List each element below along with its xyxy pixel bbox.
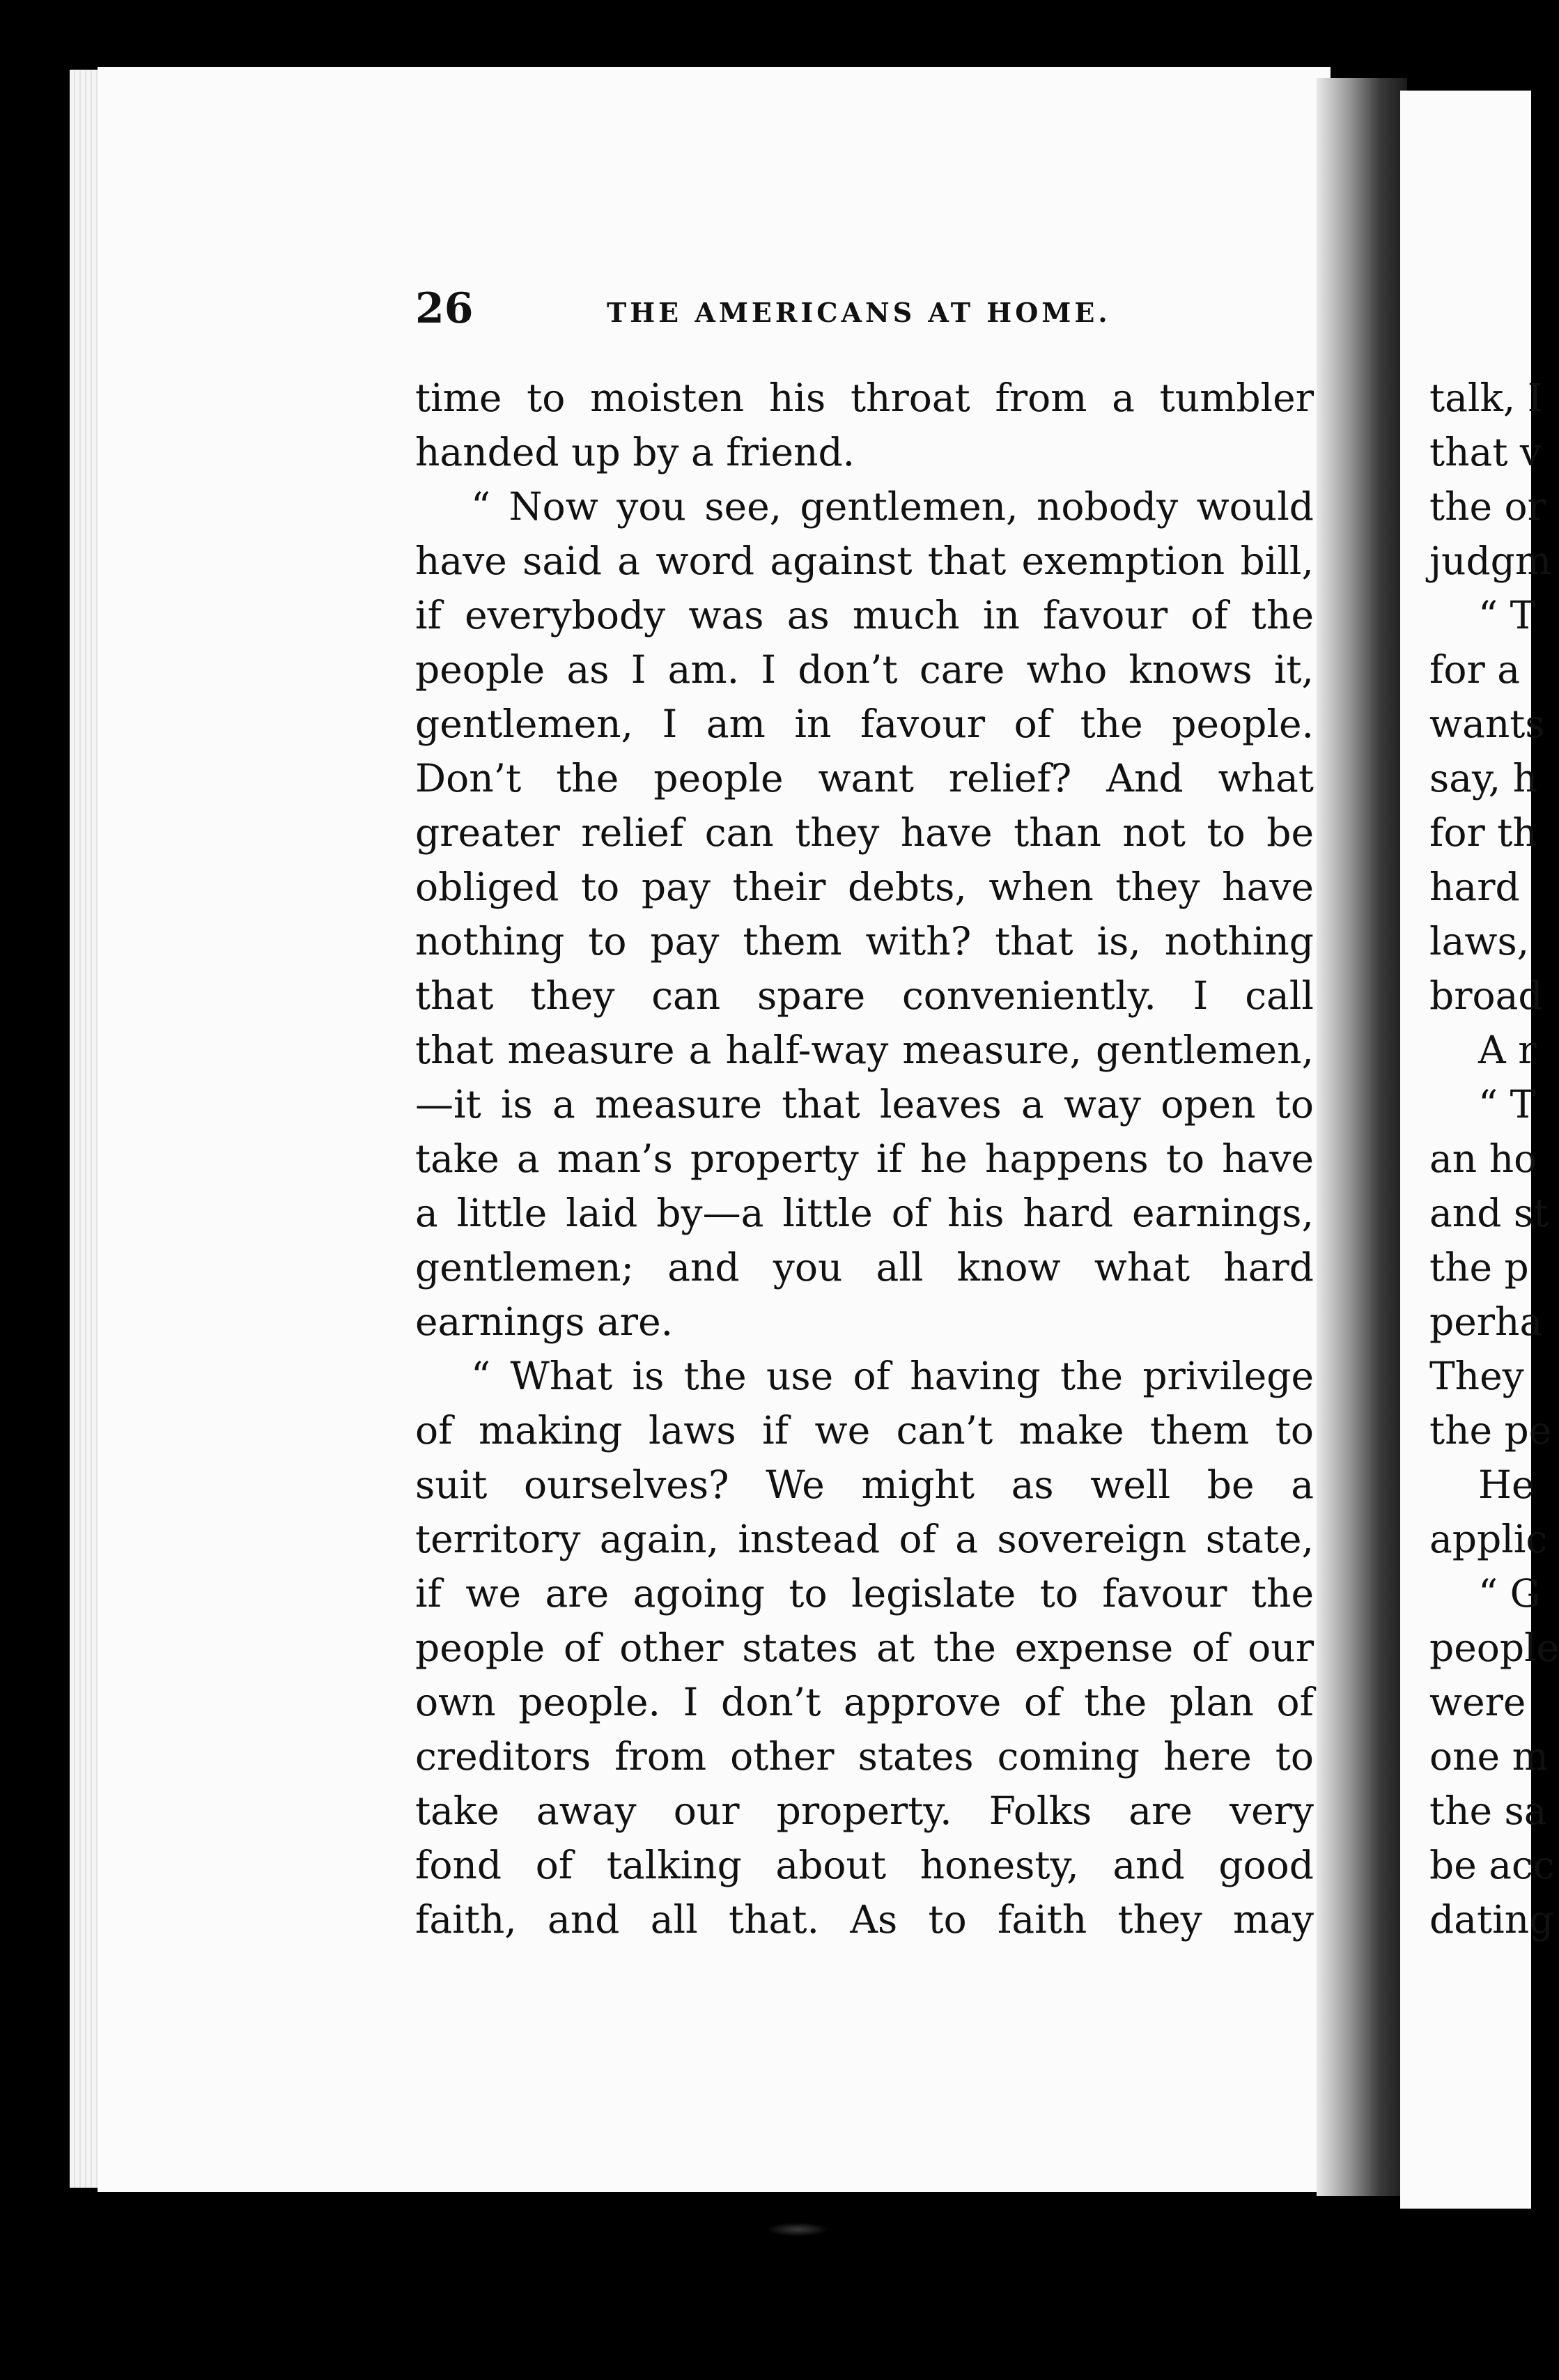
gutter-shadow [1317,78,1407,2196]
text-line: “ What is the use of having the privilege [471,1354,1314,1398]
text-line: have said a word against that exemption bill, [415,539,1314,583]
text-line: time to moisten his throat from a tumbler [415,376,1314,420]
facing-line: talk, I [1429,376,1543,420]
text-line: suit ourselves? We might as well be a [415,1462,1314,1507]
text-line: handed up by a friend. [415,430,855,474]
facing-line: A r [1478,1028,1537,1072]
facing-line: perha [1429,1299,1543,1344]
text-line: a little laid by—a little of his hard earnings, [415,1191,1314,1235]
facing-line: were [1429,1680,1526,1724]
facing-line: for th [1429,810,1537,855]
facing-line: wants [1429,702,1545,746]
text-line: take away our property. Folks are very [415,1788,1314,1833]
text-line: of making laws if we can’t make them to [415,1408,1314,1453]
text-line: gentlemen, I am in favour of the people. [415,702,1314,746]
facing-page [1400,91,1559,2209]
text-line: if we are agoing to legislate to favour the [415,1571,1314,1616]
facing-line: and st [1429,1191,1549,1235]
text-line: gentlemen; and you all know what hard [415,1245,1314,1290]
text-line: own people. I don’t approve of the plan of [415,1680,1314,1724]
facing-line: “ T [1478,593,1536,638]
text-line: —it is a measure that leaves a way open to [415,1082,1314,1127]
facing-line: the pe [1429,1408,1552,1453]
text-line: that they can spare conveniently. I call [415,973,1314,1018]
facing-line: judgm [1429,539,1552,583]
facing-line: applic [1429,1517,1548,1561]
facing-line: They [1429,1354,1524,1398]
facing-line: the p [1429,1245,1529,1290]
facing-line: laws, [1429,919,1530,964]
facing-line: that v [1429,430,1542,474]
page-smudge [766,2223,829,2236]
text-line: Don’t the people want relief? And what [415,756,1314,801]
facing-line: say, h [1429,756,1538,801]
page-number: 26 [415,284,474,333]
text-line: territory again, instead of a sovereign state, [415,1517,1314,1561]
facing-line: “ T [1478,1082,1536,1127]
facing-line: He [1478,1462,1535,1507]
text-line: that measure a half-way measure, gentlemen, [415,1028,1314,1072]
facing-line: hard [1429,865,1520,909]
facing-line: dating [1429,1897,1554,1942]
facing-line: the or [1429,484,1546,529]
facing-line: broad [1429,973,1543,1018]
facing-line: an ho [1429,1136,1537,1181]
text-line: people of other states at the expense of our [415,1625,1314,1670]
body-text [415,371,1314,1947]
text-line: faith, and all that. As to faith they may [415,1897,1314,1942]
facing-line: be acc [1429,1843,1555,1887]
text-line: if everybody was as much in favour of the [415,593,1314,638]
text-line: fond of talking about honesty, and good [415,1843,1314,1887]
text-line: creditors from other states coming here to [415,1734,1314,1779]
text-line: people as I am. I don’t care who knows it, [415,647,1314,692]
text-line: greater relief can they have than not to be [415,810,1314,855]
facing-page-text [1429,371,1559,1947]
text-line: earnings are. [415,1299,674,1344]
running-head [415,284,1321,340]
text-line: “ Now you see, gentlemen, nobody would [471,484,1314,529]
facing-line: for a [1429,647,1521,692]
facing-line: one m [1429,1734,1549,1779]
facing-line: “ G [1478,1571,1541,1616]
text-line: nothing to pay them with? that is, nothing [415,919,1314,964]
text-line: take a man’s property if he happens to have [415,1136,1314,1181]
running-title: THE AMERICANS AT HOME. [607,297,1111,328]
facing-line: people [1429,1625,1559,1670]
text-line: obliged to pay their debts, when they have [415,865,1314,909]
facing-line: the sa [1429,1788,1547,1833]
